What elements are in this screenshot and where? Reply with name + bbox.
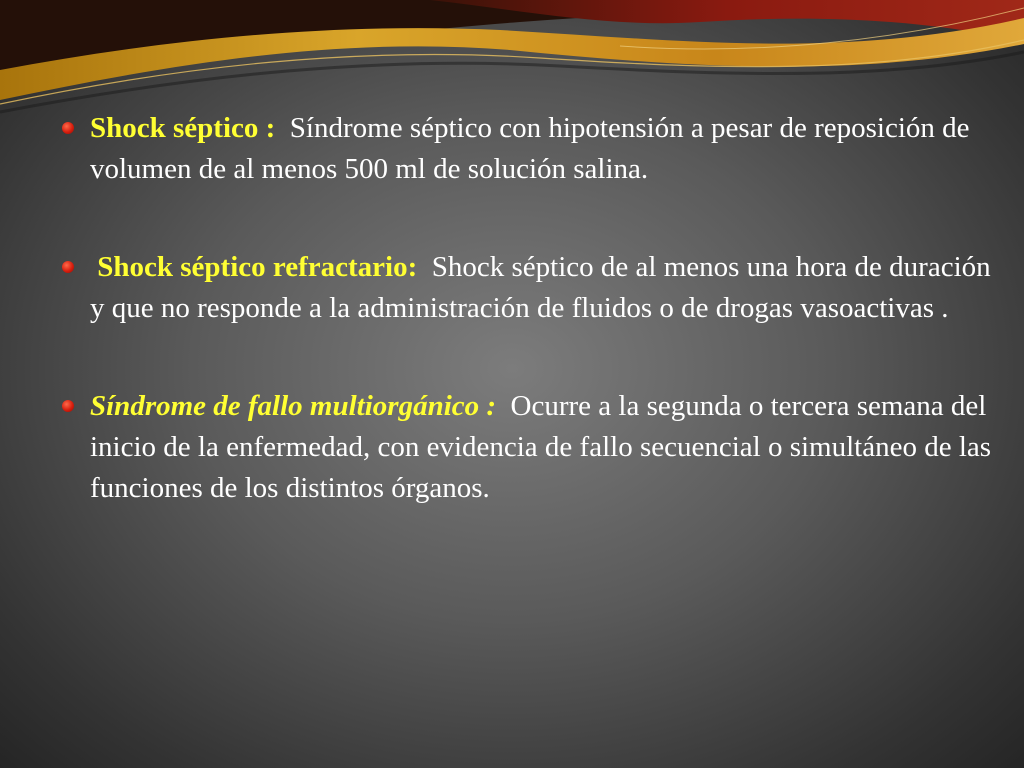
term-label: Síndrome de fallo multiorgánico : <box>90 390 497 422</box>
bullet-dot-icon <box>62 261 74 273</box>
bullet-item-fallo-multiorganico <box>62 386 992 509</box>
definition-text: Ocurre a la segunda o tercera semana del inicio de la enfermedad, con evidencia de fallo secuencial o simultáneo de las funciones de los distintos órganos. <box>90 390 992 504</box>
definition-text: Shock séptico de al menos una hora de duración y que no responde a la administración de fluidos o de drogas vasoactivas . <box>90 251 991 324</box>
term-label: Shock séptico : <box>90 112 276 144</box>
bullet-item-shock-septico-refractario <box>62 247 992 329</box>
bullet-list <box>62 108 992 509</box>
bullet-dot-icon <box>62 400 74 412</box>
header-wave-decoration <box>0 0 1024 120</box>
bullet-dot-icon <box>62 122 74 134</box>
term-label: Shock séptico refractario: <box>97 251 418 283</box>
bullet-item-shock-septico <box>62 108 992 190</box>
definition-text: Síndrome séptico con hipotensión a pesar de reposición de volumen de al menos 500 ml de solución salina. <box>90 112 970 185</box>
